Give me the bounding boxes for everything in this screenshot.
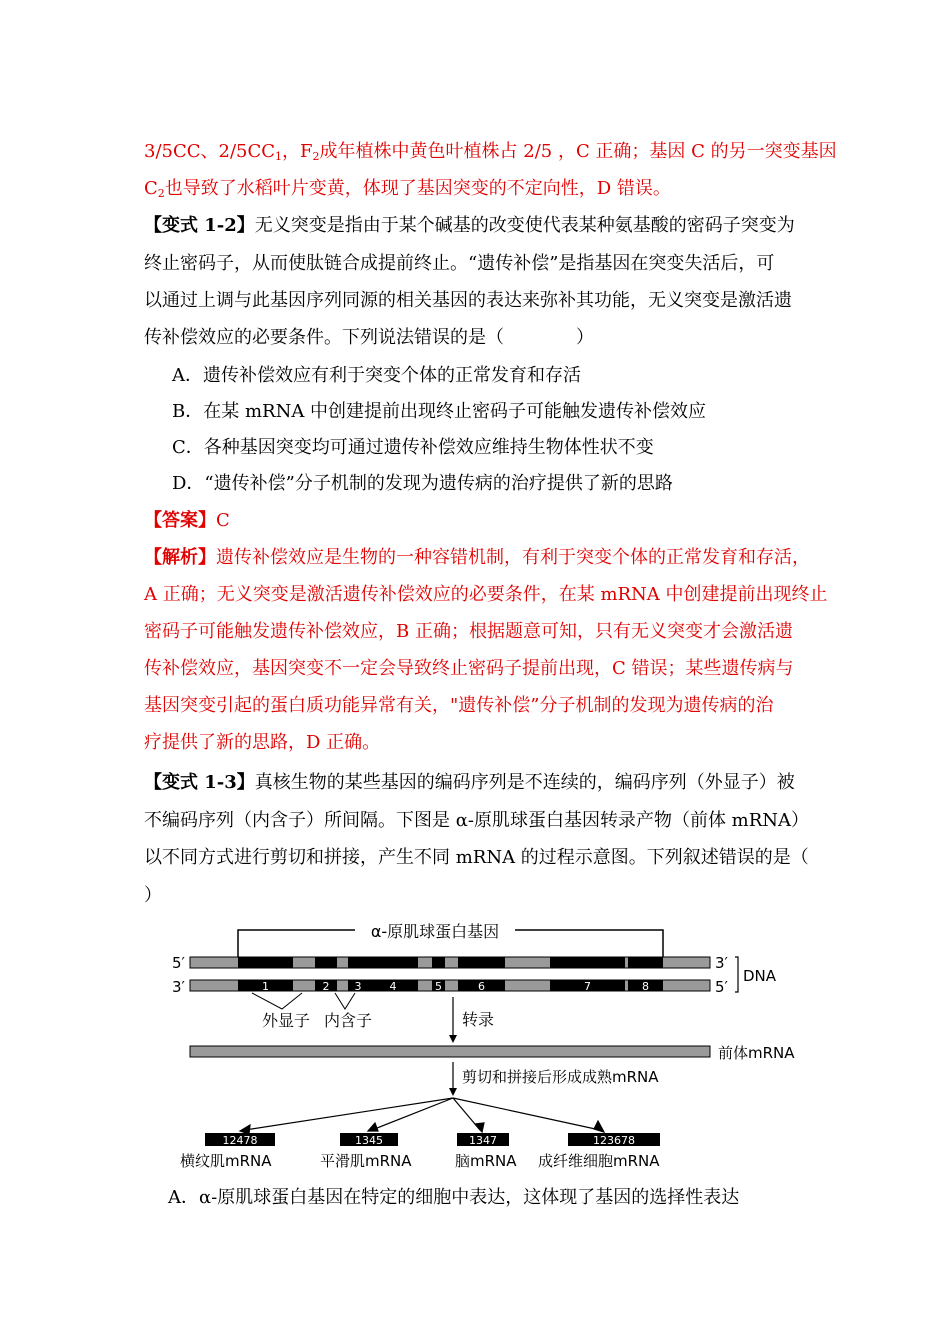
q12-analysis-line-5: 基因突变引起的蛋白质功能异常有关，"遗传补偿”分子机制的发现为遗传病的治 <box>144 695 774 716</box>
prev-analysis-line-2: $C_2$也导致了水稻叶片变黄，体现了基因突变的不定向性，D 错误。 <box>144 178 671 200</box>
pre-mrna-label: 前体mRNA <box>718 1044 795 1062</box>
q12-option-d: D．“遗传补偿”分子机制的发现为遗传病的治疗提供了新的思路 <box>172 473 673 494</box>
exon-block-3 <box>348 957 368 968</box>
splicing-diagram <box>170 915 820 1175</box>
q12-stem-line-3: 以通过上调与此基因序列同源的相关基因的表达来弥补其功能，无义突变是激活遗 <box>144 290 792 311</box>
q12-analysis-line-4: 传补偿效应，基因突变不一定会导致终止密码子提前出现，C 错误；某些遗传病与 <box>144 658 794 679</box>
exon-block-6 <box>458 957 505 968</box>
exon-block-5 <box>432 957 445 968</box>
exon-number-2: 2 <box>322 980 330 993</box>
q13-stem-line-1: 【变式 1-3】真核生物的某些基因的编码序列是不连续的，编码序列（外显子）被 <box>144 772 795 793</box>
dna-bottom-3prime: 3′ <box>172 978 185 996</box>
exon-number-1: 1 <box>262 980 269 993</box>
q13-stem-line-2: 不编码序列（内含子）所间隔。下图是 α-原肌球蛋白基因转录产物（前体 mRNA） <box>144 810 810 831</box>
exon-number-8: 8 <box>642 980 649 993</box>
q13-tag: 【变式 1-3】 <box>144 772 255 793</box>
q12-option-a: A．遗传补偿效应有利于突变个体的正常发育和存活 <box>172 365 581 386</box>
dna-label: DNA <box>743 967 777 985</box>
q12-analysis-line-2: A 正确；无义突变是激活遗传补偿效应的必要条件，在某 mRNA 中创建提前出现终止 <box>144 584 828 605</box>
q12-stem-line-2: 终止密码子，从而使肽链合成提前终止。“遗传补偿”是指基因在突变失活后，可 <box>144 253 775 274</box>
splice-label: 剪切和拼接后形成成熟mRNA <box>462 1068 659 1086</box>
exon-number-7: 7 <box>584 980 591 993</box>
q12-option-c: C．各种基因突变均可通过遗传补偿效应维持生物体性状不变 <box>172 437 654 458</box>
mature-mrna-code: 12478 <box>222 1134 258 1147</box>
exon-number-6: 6 <box>478 980 485 993</box>
q12-answer: 【答案】C <box>144 510 230 531</box>
mature-mrna-name: 横纹肌mRNA <box>180 1152 272 1170</box>
q12-analysis-line-1: 【解析】遗传补偿效应是生物的一种容错机制，有利于突变个体的正常发育和存活， <box>144 547 810 568</box>
mature-mrna-code: 1345 <box>355 1134 383 1147</box>
exon-block-2 <box>315 957 337 968</box>
q13-stem-line-4: ） <box>144 885 162 906</box>
q13-option-a: A．α-原肌球蛋白基因在特定的细胞中表达，这体现了基因的选择性表达 <box>168 1187 740 1208</box>
transcription-label: 转录 <box>462 1010 495 1029</box>
exon-number-3: 3 <box>354 980 362 993</box>
q12-stem-line-4: 传补偿效应的必要条件。下列说法错误的是（ ） <box>144 327 594 348</box>
mature-mrna-code: 1347 <box>469 1134 497 1147</box>
q12-tag: 【变式 1-2】 <box>144 215 255 236</box>
mature-mrna-name: 脑mRNA <box>455 1152 517 1170</box>
exon-label: 外显子 <box>262 1011 311 1030</box>
exon-number-4: 4 <box>389 980 397 993</box>
exon-block-7 <box>550 957 625 968</box>
exon-block-4 <box>368 957 418 968</box>
exon-block-1 <box>238 957 293 968</box>
q12-analysis-line-6: 疗提供了新的思路，D 正确。 <box>144 732 381 753</box>
q12-option-b: B．在某 mRNA 中创建提前出现终止密码子可能触发遗传补偿效应 <box>172 401 707 422</box>
q12-stem-line-1: 【变式 1-2】无义突变是指由于某个碱基的改变使代表某种氨基酸的密码子突变为 <box>144 215 795 236</box>
mature-mrna-name: 平滑肌mRNA <box>320 1152 412 1170</box>
dna-top-5prime: 5′ <box>172 954 185 972</box>
intron-label: 内含子 <box>324 1011 373 1030</box>
dna-top-3prime: 3′ <box>715 954 728 972</box>
gene-label: α-原肌球蛋白基因 <box>370 922 500 941</box>
exon-block-8 <box>628 957 663 968</box>
pre-mrna-bar <box>190 1046 710 1057</box>
mature-mrna-code: 123678 <box>593 1134 635 1147</box>
mature-mrna-name: 成纤维细胞mRNA <box>538 1152 660 1170</box>
exon-number-5: 5 <box>435 980 442 993</box>
dna-bottom-5prime: 5′ <box>715 978 728 996</box>
prev-analysis-line-1: 3/5CC、$2/5CC_1$，$F_2$成年植株中黄色叶植株占 2/5 ，C 正确；基因 C 的另一突变基因 <box>144 141 837 163</box>
q12-analysis-line-3: 密码子可能触发遗传补偿效应，B 正确；根据题意可知，只有无义突变才会激活遗 <box>144 621 793 642</box>
q13-stem-line-3: 以不同方式进行剪切和拼接，产生不同 mRNA 的过程示意图。下列叙述错误的是（ <box>144 847 809 868</box>
